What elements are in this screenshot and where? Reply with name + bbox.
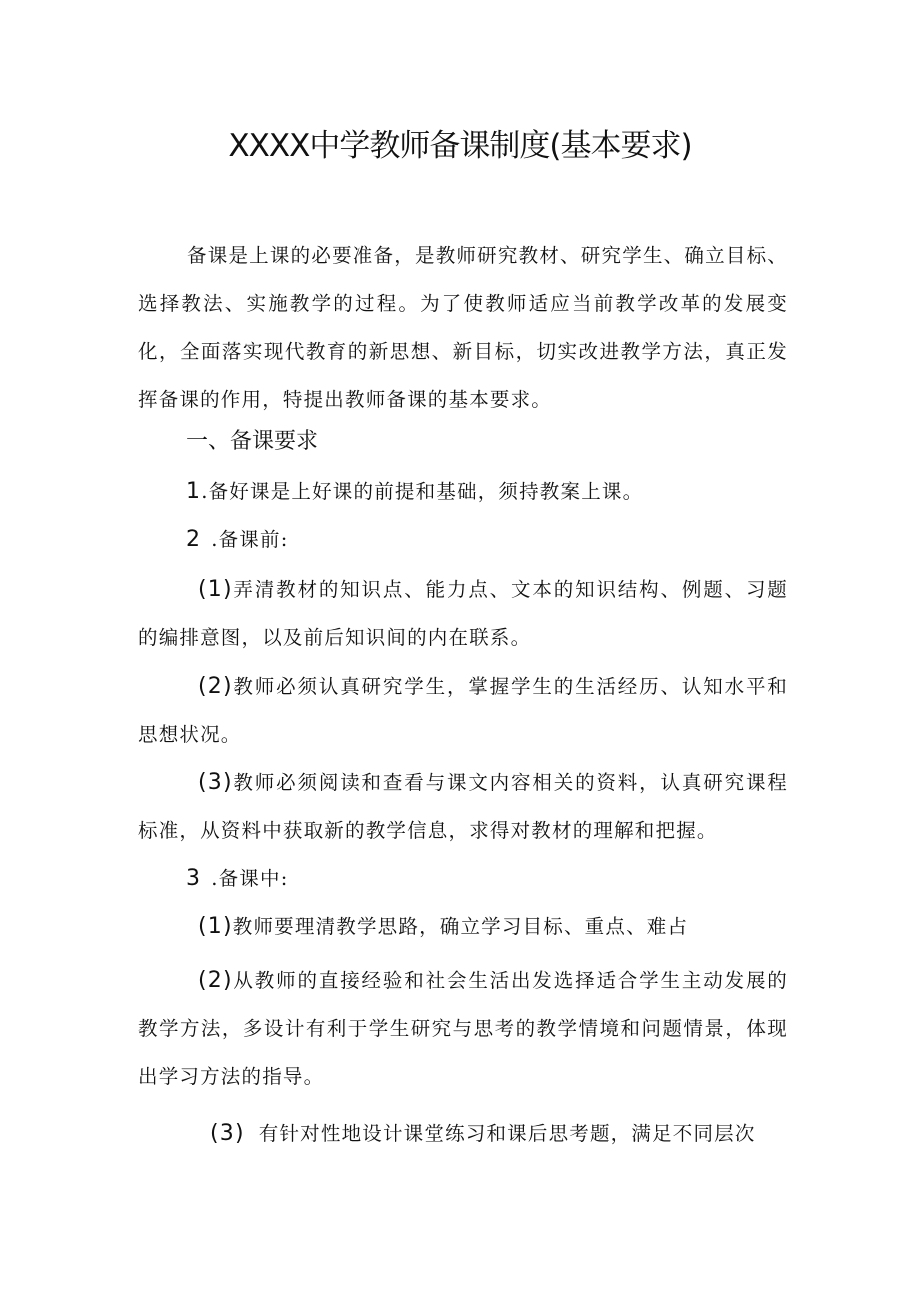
item-3-number: 3: [186, 866, 202, 891]
item-2-sub-1-number: (1): [198, 577, 233, 602]
item-3-sub-3-number: (3): [210, 1121, 245, 1146]
item-3-sub-2-number: (2): [198, 968, 233, 993]
item-3-sub-3: [210, 1114, 756, 1154]
item-2-sub-3-text: 教师必须阅读和查看与课文内容相关的资料，认真研究课程标准，从资料中获取新的教学信息，求得对教材的理解和把握。: [138, 771, 788, 842]
item-2-number: 2: [186, 527, 202, 552]
item-3-sub-1: [198, 907, 688, 947]
item-2: [186, 520, 288, 560]
item-3-sub-2-text: 从教师的直接经验和社会生活出发选择适合学生主动发展的教学方法，多设计有利于学生研究与思考的教学情境和问题情景，体现出学习方法的指导。: [138, 969, 788, 1088]
item-2-sub-2-text: 教师必须认真研究学生，掌握学生的生活经历、认知水平和思想状况。: [138, 675, 788, 746]
item-1: [186, 472, 643, 512]
item-2-sub-1-text: 弄清教材的知识点、能力点、文本的知识结构、例题、习题的编排意图，以及前后知识间的内在联系。: [138, 578, 788, 649]
item-3-sub-1-number: (1): [198, 914, 233, 939]
item-2-sub-2: [138, 663, 788, 759]
item-2-sub-1: [138, 566, 788, 662]
item-3-sub-2: [138, 957, 788, 1101]
item-2-sub-3: [138, 759, 788, 855]
item-2-sub-2-number: (2): [198, 674, 233, 699]
intro-paragraph: 备课是上课的必要准备，是教师研究教材、研究学生、确立目标、选择教法、实施教学的过程。为了使教师适应当前教学改革的发展变化，全面落实现代教育的新思想、新目标，切实改进教学方法，真正发挥备课的作用，特提出教师备课的基本要求。: [138, 244, 788, 411]
item-1-number: 1: [186, 479, 202, 504]
item-2-sub-3-number: (3): [198, 770, 233, 795]
section-heading-requirements: 一、备课要求: [186, 429, 319, 454]
item-3-text: .备课中:: [211, 867, 289, 890]
item-2-text: .备课前:: [211, 528, 289, 551]
item-3-sub-1-text: 教师要理清教学思路，确立学习目标、重点、难占: [232, 915, 689, 938]
item-3: [186, 859, 288, 899]
item-3-sub-3-text: 有针对性地设计课堂练习和课后思考题，满足不同层次: [258, 1122, 756, 1145]
document-title: XXXX中学教师备课制度(基本要求): [228, 128, 692, 164]
item-1-text: .备好课是上好课的前提和基础，须持教案上课。: [201, 480, 644, 503]
